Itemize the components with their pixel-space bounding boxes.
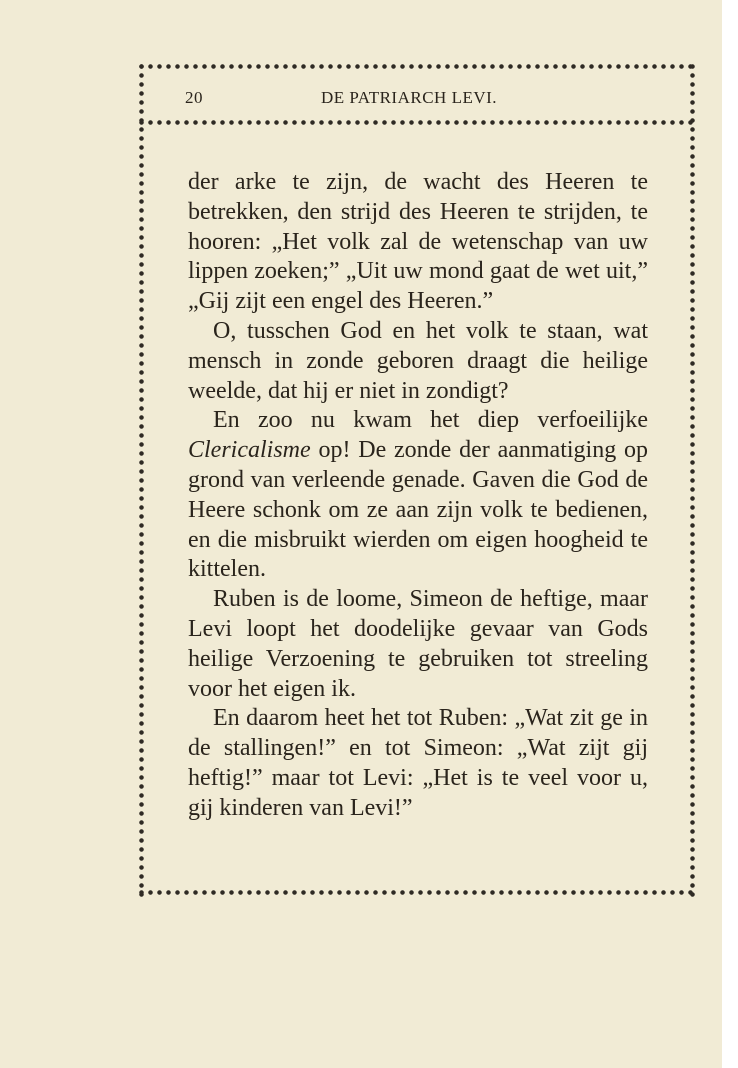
- body-text: [188, 168, 648, 824]
- paragraph-text: op! De zonde der aanmatiging op grond van verleende genade. Gaven die God de Heere schonk om ze aan zijn volk te bedienen, en die misbruikt wierden om eigen hoogheid te kittelen.: [188, 437, 648, 583]
- ornament-border-left: [137, 62, 146, 897]
- paragraph: Ruben is de loome, Simeon de heftige, maar Levi loopt het doodelijke gevaar van Gods heilige Verzoening te gebruiken tot streeling voor het eigen ik.: [188, 586, 648, 702]
- paragraph: En daarom heet het tot Ruben: „Wat zit ge in de stallingen!” en tot Simeon: „Wat zijt gij heftig!” maar tot Levi: „Het is te veel voor u, gij kinderen van Levi!”: [188, 705, 648, 821]
- paragraph-text: En zoo nu kwam het diep verfoeilijke: [213, 407, 648, 434]
- ornament-border-right: [688, 62, 697, 897]
- ornament-border-top: [137, 62, 697, 71]
- paragraph: der arke te zijn, de wacht des Heeren te betrekken, den strijd des Heeren te strijden, te hooren: „Het volk zal de wetenschap van uw lippen zoeken;” „Uit uw mond gaat de wet uit,” „Gij zijt een engel des Heeren.”: [188, 169, 648, 315]
- ornament-border-header-divider: [137, 118, 697, 127]
- italic-term: Clericalisme: [188, 437, 311, 464]
- ornament-border-bottom: [137, 888, 697, 897]
- paragraph: O, tusschen God en het volk te staan, wat mensch in zonde geboren draagt die heilige weelde, dat hij er niet in zondigt?: [188, 317, 648, 404]
- page-header: [181, 86, 641, 116]
- page-number: 20: [185, 88, 203, 107]
- running-title: DE PATRIARCH LEVI.: [321, 88, 498, 107]
- page-edge: [722, 0, 738, 1068]
- paragraph: [188, 406, 648, 585]
